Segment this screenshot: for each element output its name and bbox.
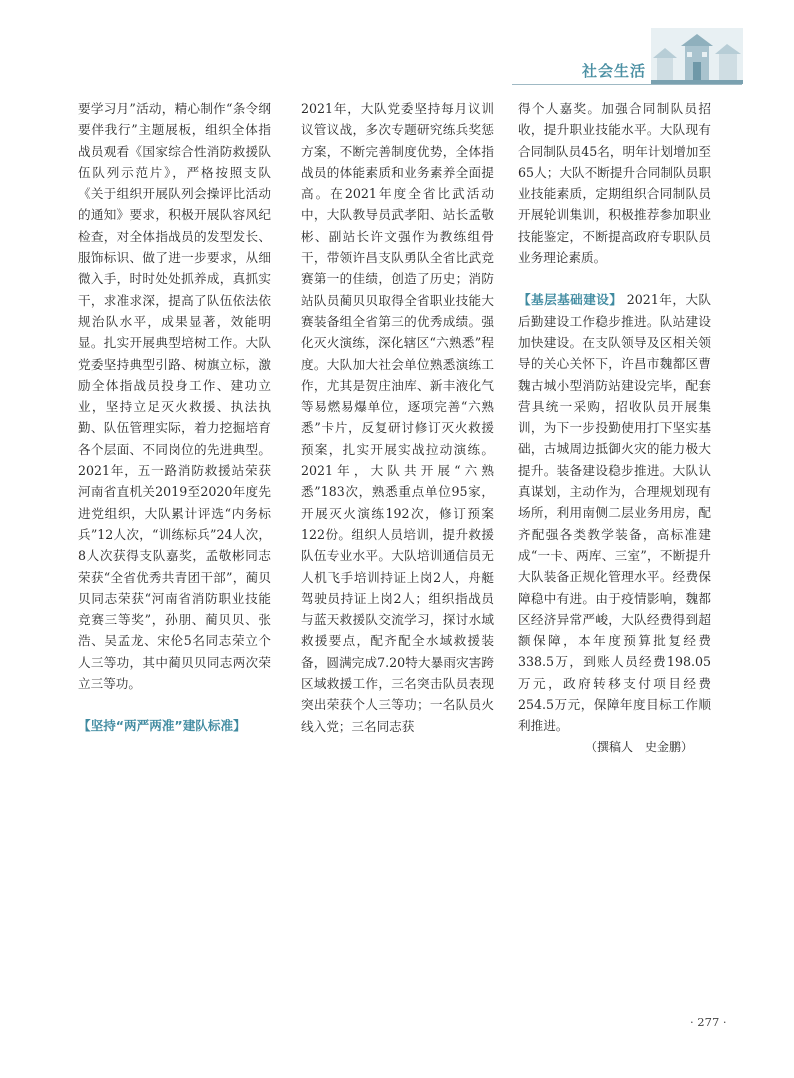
page-header — [0, 0, 794, 90]
column-right — [518, 98, 711, 758]
section-label: 社会生活 — [582, 62, 647, 80]
building-illustration-icon — [651, 28, 743, 84]
page-number: · 277 · — [690, 1015, 727, 1029]
body-paragraph: 得个人嘉奖。加强合同制队员招收，提升职业技能水平。大队现有合同制队员45名，明年计划增加至65人；大队不断提升合同制队员职业技能素质，定期组织合同制队员开展轮训集训，积极推荐参加职业技能鉴定，不断提高政府专职队员业务理论素质。 — [518, 101, 711, 266]
body-paragraph — [518, 289, 711, 736]
header-rule — [512, 84, 742, 85]
paragraph-text: 2021年，大队后勤建设工作稳步推进。队站建设加快建设。在支队领导及区相关领导的关心关怀下，许昌市魏都区曹魏古城小型消防站建设完毕，配套营具统一采购，招收队员开展集训，为下一步投勤使用打下坚实基础，古城周边抵御火灾的能力极大提升。装备建设稳步推进。大队认真谋划，主动作为，合理规划现有场所，利用南侧二层业务用房，配齐配强各类教学装备，高标准建成“一卡、两库、三室”，不断提升大队装备正规化管理水平。经费保障稳中有进。由于疫情影响，魏都区经济异常严峻，大队经费得到超额保障，本年度预算批复经费338.5万，到账人员经费198.05万元，政府转移支付项目经费254.5万元，保障年度目标工作顺利推进。 — [518, 292, 711, 734]
body-paragraph: 2021年，大队党委坚持每月议训议管议战，多次专题研究练兵奖惩方案，不断完善制度优势，全体指战员的体能素质和业务素养全面提高。在2021年度全省比武活动中，大队教导员武孝阳、站长孟敬彬、副站长许文强作为教练组骨干，带领许昌支队勇队全省比武竞赛第一的佳绩，创造了历史；消防站队员蔺贝贝取得全省职业技能大赛装备组全省第三的优秀成绩。强化灭火演练，深化辖区“六熟悉”程度。大队加大社会单位熟悉演练工作，尤其是贺庄油库、新丰液化气等易燃易爆单位，逐项完善“六熟悉”卡片，反复研讨修订灭火救援预案，扎实开展实战拉动演练。2021年，大队共开展“六熟悉”183次，熟悉重点单位95家，开展灭火演练192次，修订预案122份。组织人员培训，提升救援队伍专业水平。大队培训通信员无人机飞手培训持证上岗2人，舟艇驾驶员持证上岗2人；组织指战员与蓝天救援队交流学习，探讨水域救援要点，配齐配全水域救援装备，圆满完成7.20特大暴雨灾害跨区域救援工作，三名突击队员表现突出荣获个人三等功；一名队员火线入党；三名同志获 — [301, 101, 494, 734]
column-left — [78, 98, 271, 737]
author-credit: （撰稿人 史金鹏） — [584, 739, 693, 754]
column-middle — [301, 98, 494, 737]
section-heading-infrastructure: 【基层基础建设】 — [518, 292, 623, 308]
body-paragraph: 要学习月”活动，精心制作“条令纲要伴我行”主题展板，组织全体指战员观看《国家综合性消防救援队伍队列示范片》，严格按照支队《关于组织开展队列会操评比活动的通知》要求，积极开展队容风纪检查，对全体指战员的发型发长、服饰标识、做了进一步要求，从细微入手，时时处处抓养成，真抓实干，求准求深，提高了队伍依法依规治队水平，成果显著，效能明显。扎实开展典型培树工作。大队党委坚持典型引路、树旗立标，激励全体指战员投身工作、建功立业，坚持立足灭火救援、执法执勤、队伍管理实际，着力挖掘培育各个层面、不同岗位的先进典型。2021年，五一路消防救援站荣获河南省直机关2019至2020年度先进党组织，大队累计评选“内务标兵”12人次，“训练标兵”24人次，8人次获得支队嘉奖，孟敬彬同志荣获“全省优秀共青团干部”，蔺贝贝同志荣获“河南省消防职业技能竞赛三等奖”，孙朋、蔺贝贝、张浩、吴孟龙、宋伦5名同志荣立个人三等功，其中蔺贝贝同志两次荣立三等功。 — [78, 101, 271, 692]
section-heading-two-strict: 【坚持“两严两准”建队标准】 — [78, 718, 246, 734]
